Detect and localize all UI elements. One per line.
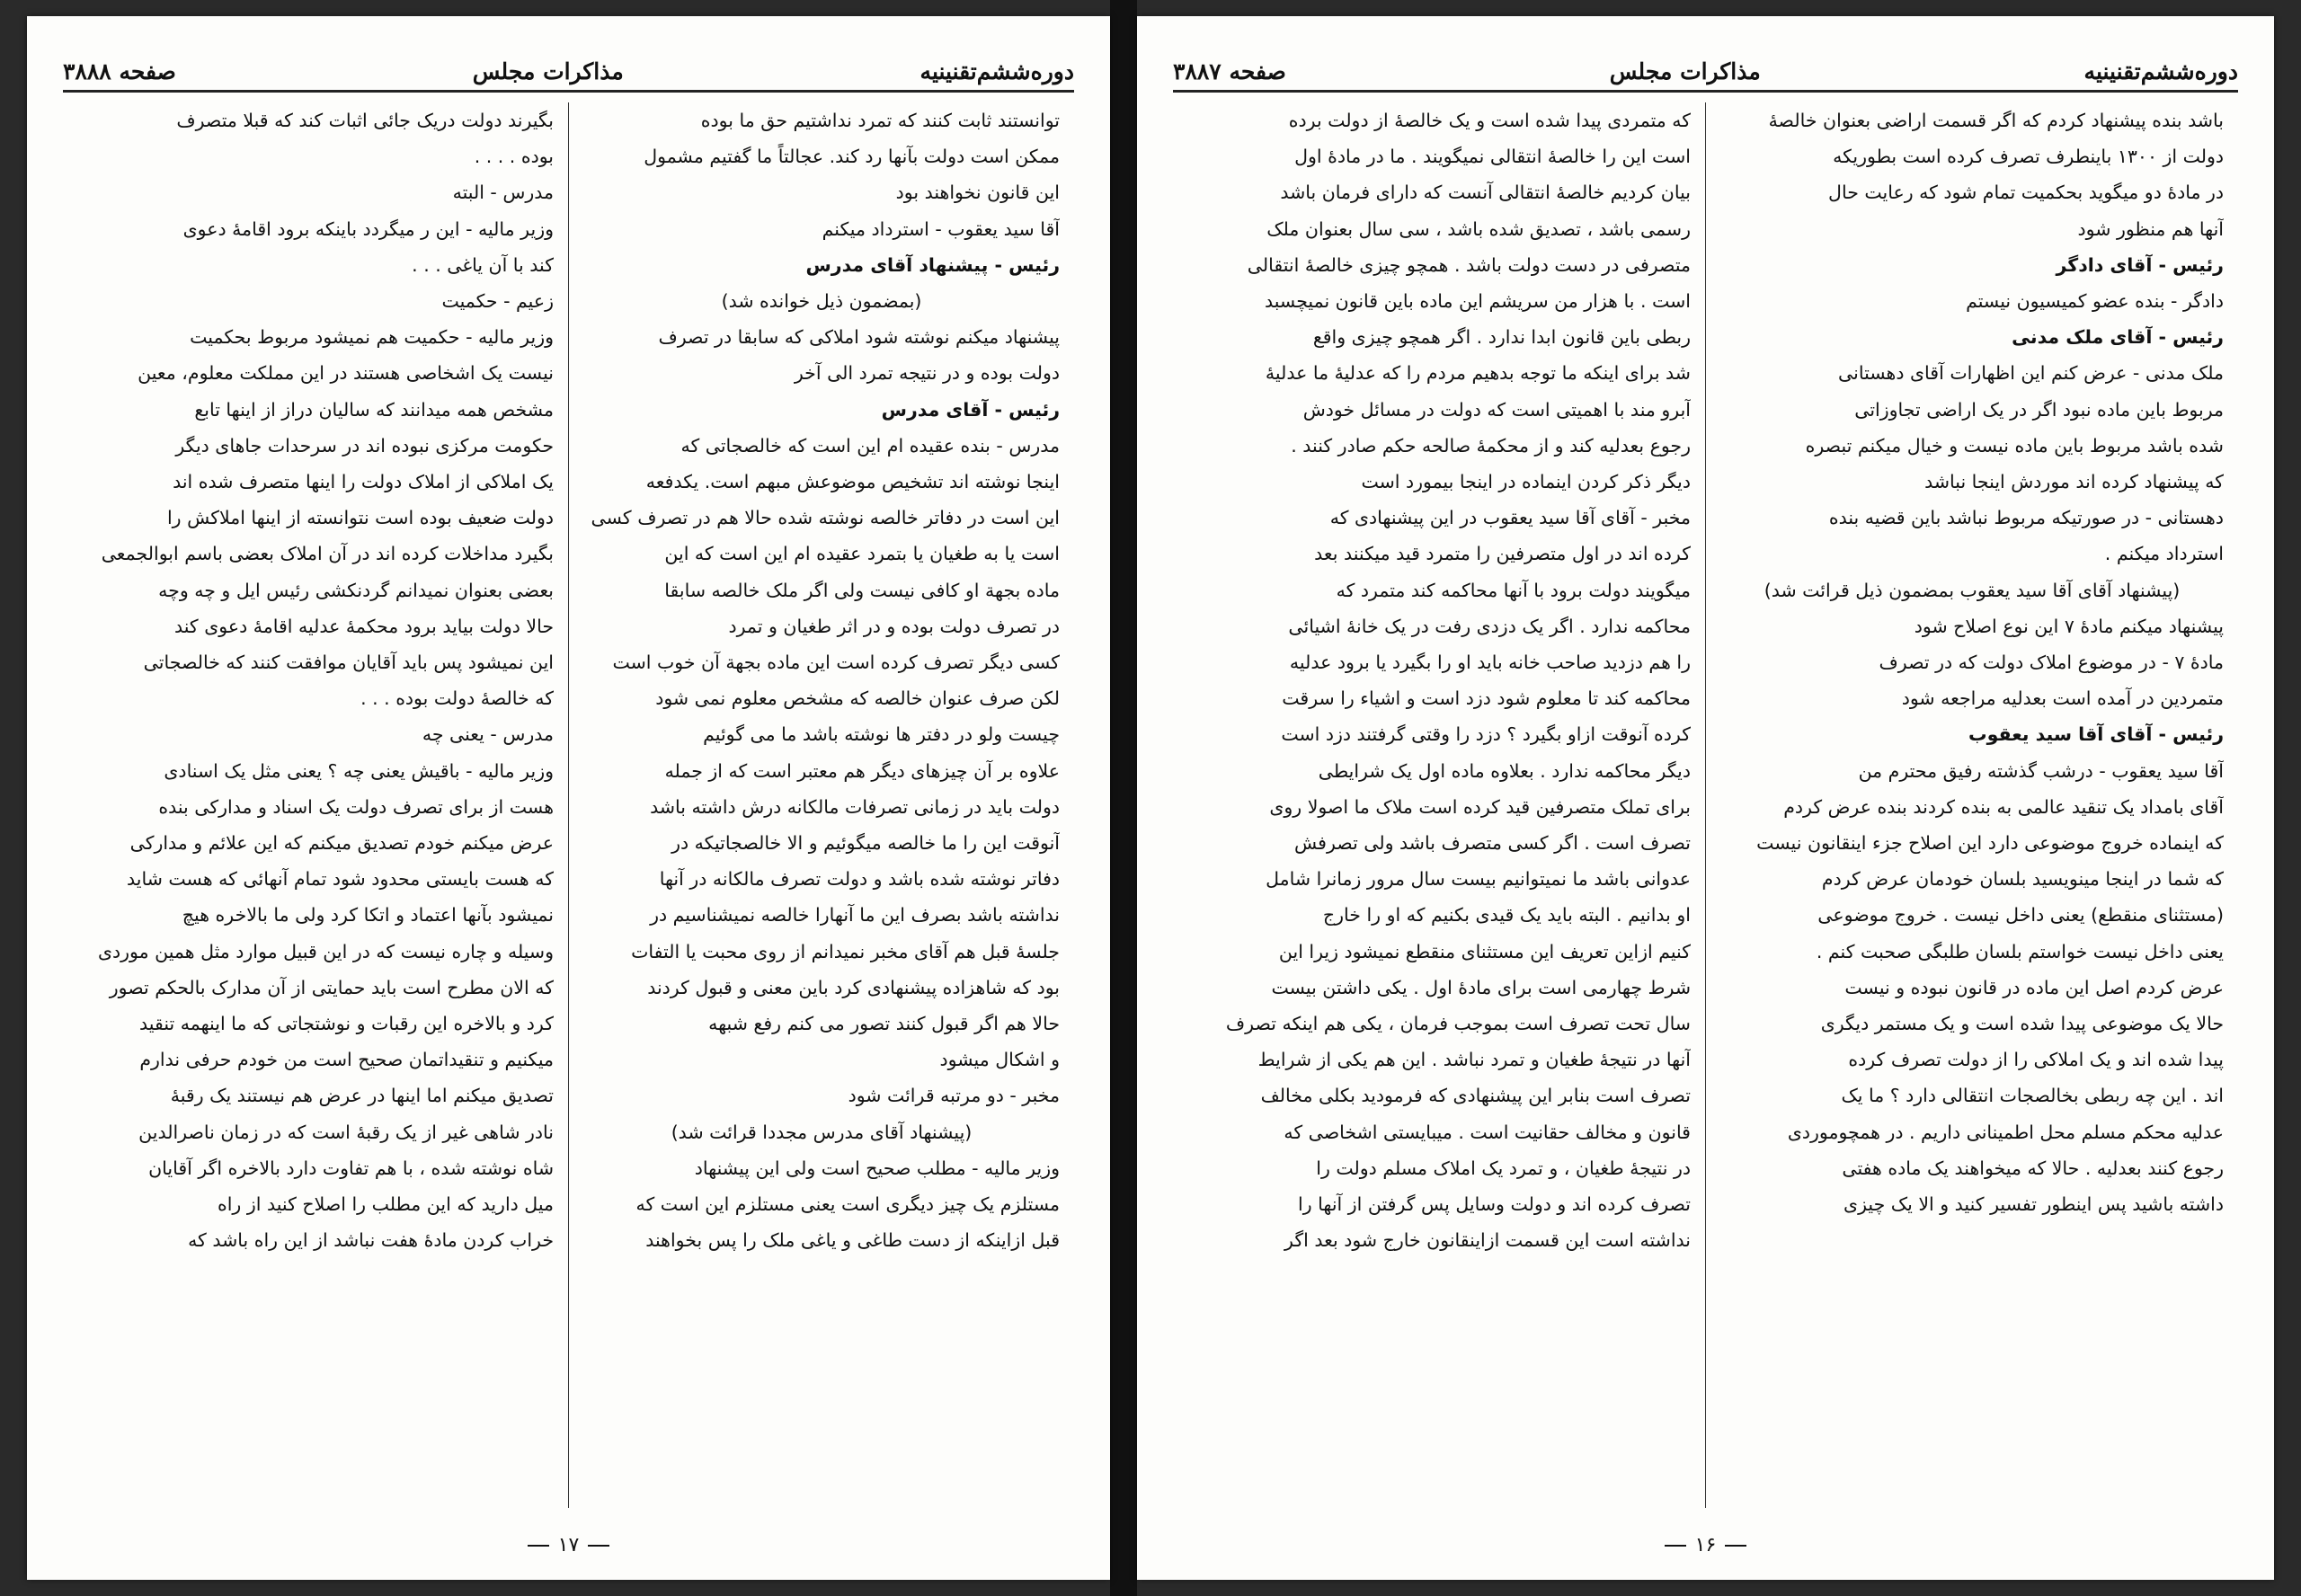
right-header-title: مذاکرات مجلس: [1609, 58, 1761, 84]
text-line: علاوه بر آن چیزهای دیگر هم معتبر است که از جمله: [664, 759, 1060, 782]
text-line: است . با هزار من سریشم این ماده باین قانون نمیچسبد: [1264, 290, 1691, 313]
right-page-header: [1173, 43, 2238, 93]
text-line: در تصرف دولت بوده و در اثر طغیان و تمرد: [728, 615, 1060, 637]
text-line: برای تملک متصرفین قید کرده است ملاک ما اصولا روی: [1269, 795, 1691, 818]
text-line: مخبر - آقای آقا سید یعقوب در این پیشنهادی که: [1329, 507, 1691, 529]
text-line: ممکن است دولت بآنها رد کند. عجالتاً ما گفتیم مشمول: [644, 146, 1060, 168]
text-line: میل دارید که این مطلب را اصلاح کنید از راه: [218, 1193, 554, 1216]
left-page-left-column: [63, 102, 568, 1508]
text-line: محاکمه ندارد . اگر یک دزدی رفت در یک خانهٔ اشیائی: [1288, 615, 1691, 637]
text-line: این نمیشود پس باید آقایان موافقت کنند که خالصجاتی: [143, 652, 554, 674]
text-line: حالا یک موضوعی پیدا شده است و یک مستمر دیگری: [1820, 1013, 2224, 1035]
left-page-right-column: [569, 102, 1074, 1508]
text-line: وزیر مالیه - حکمیت هم نمیشود مربوط بحکمیت: [190, 326, 554, 349]
text-line: میکنیم و تنقیداتمان صحیح است من خودم حرفی ندارم: [139, 1049, 554, 1071]
text-line: مدرس - یعنی چه: [422, 723, 554, 746]
text-line: نادر شاهی غیر از یک رقبهٔ است که در زمان ناصرالدین: [138, 1121, 554, 1143]
left-header-title: مذاکرات مجلس: [472, 58, 624, 84]
text-line: حالا هم اگر قبول کنند تصور می کنم رفع شبهه: [708, 1013, 1060, 1035]
text-line: آبرو مند با اهمیتی است که دولت در مسائل خودش: [1302, 398, 1691, 421]
text-line: تصرف است . اگر کسی متصرف باشد ولی تصرفش: [1294, 832, 1691, 855]
left-header-page-label: صفحه ۳۸۸۸: [63, 58, 176, 84]
text-line: است یا به طغیان یا بتمرد عقیده ام این است که این: [664, 543, 1060, 565]
text-line: ماده بجهة او کافی نیست ولی اگر ملک خالصه سابقا: [664, 579, 1060, 601]
text-line: تصرف کرده اند و دولت وسایل پس گرفتن از آنها را: [1298, 1193, 1691, 1216]
text-line: آقا سید یعقوب - درشب گذشته رفیق محترم من: [1858, 759, 2224, 782]
text-line: کرد و بالاخره این رقبات و نوشتجاتی که ما اینهمه تنقید: [139, 1013, 554, 1035]
right-page-columns: [1173, 102, 2238, 1508]
text-line: کند با آن یاغی . . .: [412, 253, 554, 276]
text-line: عرض کردم اصل این ماده در قانون نبوده و نیست: [1844, 976, 2224, 998]
text-line: بگیرند دولت دریک جائی اثبات کند که قبلا متصرف: [176, 110, 554, 131]
text-line: عرض میکنم خودم تصدیق میکنم که این علائم و مدارکی: [129, 832, 554, 855]
text-line: وزیر مالیه - این ر میگردد باینکه برود اقامهٔ دعوی: [182, 217, 554, 240]
text-line: رسمی باشد ، تصدیق شده باشد ، سی سال بعنوان ملک: [1266, 217, 1691, 240]
text-line: مادهٔ ۷ - در موضوع املاک دولت که در تصرف: [1879, 652, 2224, 674]
text-line: باشد بنده پیشنهاد کردم که اگر قسمت اراضی بعنوان خالصهٔ: [1768, 110, 2224, 131]
text-line: آنها در نتیجهٔ طغیان و تمرد نباشد . این هم یکی از شرایط: [1257, 1049, 1691, 1071]
text-line: که پیشنهاد کرده اند موردش اینجا نباشد: [1924, 471, 2224, 493]
text-line: (مستثنای منقطع) یعنی داخل نیست . خروج موضوعی: [1817, 904, 2224, 927]
text-line: نداشته است این قسمت ازاینقانون خارج شود بعد اگر: [1284, 1229, 1691, 1252]
text-line: هست از برای تصرف دولت یک اسناد و مدارکی بنده: [158, 795, 554, 818]
text-line: وزیر مالیه - باقیش یعنی چه ؟ یعنی مثل یک اسنادی: [164, 759, 554, 782]
text-line: عدوانی باشد ما نمیتوانیم بیست سال مرور زمانرا شامل: [1266, 868, 1691, 891]
text-line: است این را خالصهٔ انتقالی نمیگویند . ما در مادهٔ اول: [1294, 146, 1691, 168]
text-line: که خالصهٔ دولت بوده . . .: [360, 687, 554, 710]
text-line: مستلزم یک چیز دیگری است یعنی مستلزم این است که: [635, 1193, 1060, 1216]
text-line: آقا سید یعقوب - استرداد میکنم: [822, 217, 1060, 240]
text-line: اند . این چه ربطی بخالصجات انتقالی دارد ؟ ما یک: [1841, 1085, 2224, 1107]
text-line: محاکمه کند تا معلوم شود دزد است و اشیاء را سرقت: [1282, 687, 1691, 710]
text-line: که هست بایستی محدود شود تمام آنهائی که هست شاید: [127, 868, 554, 891]
text-line: دفاتر نوشته شده باشد و دولت تصرف مالکانه در آنها: [659, 868, 1060, 891]
text-line: رجوع بعدلیه کند و از محکمهٔ صالحه حکم صادر کنند .: [1291, 434, 1691, 457]
text-line: یک املاکی از املاک دولت را اینها متصرف شده اند: [173, 471, 554, 493]
text-line: مدرس - البته: [452, 182, 554, 204]
text-line: متصرفی در دست دولت باشد . همچو چیزی خالصهٔ انتقالی: [1247, 253, 1691, 276]
text-line: دیگر محاکمه ندارد . بعلاوه ماده اول یک شرایطی: [1318, 759, 1691, 782]
text-line: کسی دیگر تصرف کرده است این ماده بجهة آن خوب است: [612, 652, 1060, 674]
text-line: اینجا نوشته اند تشخیص موضوعش مبهم است. یکدفعه: [645, 471, 1060, 493]
text-line: شرط چهارمی است برای مادهٔ اول . یکی داشتن بیست: [1271, 976, 1691, 998]
text-line: دولت باید در زمانی تصرفات مالکانه درش داشته باشد: [650, 795, 1060, 818]
text-line: جلسهٔ قبل هم آقای مخبر نمیدانم از روی محبت یا التفات: [631, 940, 1060, 962]
text-line: که اینماده خروج موضوعی دارد این اصلاح جزء اینقانون نیست: [1756, 832, 2224, 855]
left-header-session: دوره‌ششم‌تقنینیه: [920, 58, 1074, 84]
text-line: نمیشود بآنها اعتماد و اتکا کرد ولی ما بالاخره هیچ: [182, 904, 554, 927]
text-line: متمردین در آمده است بعدلیه مراجعه شود: [1901, 687, 2224, 710]
text-line: که متمردی پیدا شده است و یک خالصهٔ از دولت برده: [1288, 110, 1691, 131]
text-line: تصدیق میکنم اما اینها در عرض هم نیستند یک رقبهٔ: [170, 1085, 554, 1107]
text-line: قانون و مخالف حقانیت است . میبایستی اشخاصی که: [1284, 1121, 1691, 1143]
text-line: رجوع کنند بعدلیه . حالا که میخواهند یک ماده هفتی: [1842, 1157, 2224, 1179]
text-line: رئیس - آقای مدرس: [881, 398, 1060, 421]
text-line: مخبر - دو مرتبه قرائت شود: [848, 1085, 1060, 1107]
text-line: مربوط باین ماده نبود اگر در یک اراضی تجاوزاتی: [1854, 398, 2224, 421]
text-line: که الان مطرح است باید حمایتی از آن مدارک بالحکم تصور: [109, 976, 554, 998]
text-line: کرده اند در اول متصرفین را متمرد قید میکنند بعد: [1314, 543, 1691, 565]
text-line: استرداد میکنم .: [2104, 543, 2224, 565]
text-line: یعنی داخل نیست خواستم بلسان طلبگی صحبت کنم .: [1816, 940, 2224, 962]
text-line: دهستانی - در صورتیکه مربوط نباشد باین قضیه بنده: [1828, 507, 2224, 529]
text-line: پیشنهاد میکنم نوشته شود املاکی که سابقا در تصرف: [658, 326, 1060, 349]
left-page-header: [63, 43, 1074, 93]
text-line: در نتیجهٔ طغیان ، و تمرد یک املاک مسلم دولت را: [1316, 1157, 1691, 1179]
text-line: نیست یک اشخاصی هستند در این مملکت معلوم، معین: [138, 362, 554, 385]
text-line: چیست ولو در دفتر ها نوشته باشد ما می گوئیم: [703, 723, 1060, 746]
text-line: (پیشنهاد آقای آقا سید یعقوب بمضمون ذیل قرائت شد): [1764, 579, 2181, 601]
text-line: کنیم ازاین تعریف این مستثنای منقطع نمیشود زیرا این: [1278, 940, 1691, 962]
text-line: شده باشد مربوط باین ماده نیست و خیال میکنم تبصره: [1805, 434, 2224, 457]
text-line: این است در دفاتر خالصه نوشته شده حالا هم در تصرف کسی: [591, 507, 1060, 529]
right-header-page-label: صفحه ۳۸۸۷: [1173, 58, 1286, 84]
text-line: پیدا شده اند و یک املاکی را از دولت تصرف کرده: [1848, 1049, 2224, 1071]
text-line: دولت بوده و در نتیجه تمرد الی آخر: [794, 362, 1060, 385]
text-line: توانستند ثابت کنند که تمرد نداشتیم حق ما بوده: [700, 110, 1060, 131]
text-line: بوده . . . .: [474, 146, 554, 168]
text-line: دولت ضعیف بوده است نتوانسته از اینها املاکش را: [166, 507, 554, 529]
text-line: را هم دزدید صاحب خانه باید او را بگیرد یا برود عدلیه: [1289, 652, 1691, 674]
text-line: زعیم - حکمیت: [441, 290, 554, 313]
text-line: سال تحت تصرف است بموجب فرمان ، یکی هم اینکه تصرف: [1225, 1013, 1691, 1035]
text-line: وزیر مالیه - مطلب صحیح است ولی این پیشنهاد: [694, 1157, 1060, 1179]
text-line: این قانون نخواهند بود: [895, 182, 1060, 204]
text-line: نداشته باشد بصرف این ما آنهارا خالصه نمیشناسیم در: [650, 904, 1060, 927]
text-line: ربطی باین قانون ابدا ندارد . اگر همچو چیزی واقع: [1312, 326, 1691, 349]
text-line: او بدانیم . البته باید یک قیدی بکنیم که او را خارج: [1322, 904, 1691, 927]
book-gutter: [1110, 0, 1137, 1596]
text-line: دیگر ذکر کردن اینماده در اینجا بیمورد است: [1361, 471, 1691, 493]
text-line: که شما در اینجا مینویسید بلسان خودمان عرض کردم: [1821, 868, 2224, 891]
left-page-columns: [63, 102, 1074, 1508]
text-line: بود که شاهزاده پیشنهادی کرد باین معنی و قبول کردند: [647, 976, 1060, 998]
text-line: شاه نوشته شده ، با هم تفاوت دارد بالاخره اگر آقایان: [148, 1157, 554, 1179]
text-line: داشته باشید پس اینطور تفسیر کنید و الا یک چیزی: [1843, 1193, 2224, 1216]
text-line: بعضی بعنوان نمیدانم گردنکشی رئیس ایل و چه وچه: [158, 579, 554, 601]
text-line: شد برای اینکه ما توجه بدهیم مردم را که عدلیهٔ ما عدلیهٔ: [1265, 362, 1691, 385]
text-line: مدرس - بنده عقیده ام این است که خالصجاتی که: [680, 434, 1060, 457]
text-line: دولت از ۱۳۰۰ باینطرف تصرف کرده است بطوریکه: [1833, 146, 2224, 168]
text-line: (پیشنهاد آقای مدرس مجددا قرائت شد): [671, 1121, 973, 1143]
left-page-number: ۱۷: [27, 1534, 1110, 1556]
text-line: کرده آنوقت ازاو بگیرد ؟ دزد را وقتی گرفتند دزد است: [1281, 723, 1691, 746]
text-line: حالا دولت بیاید برود محکمهٔ عدلیه اقامهٔ دعوی کند: [173, 615, 554, 637]
right-page: [1137, 16, 2274, 1580]
text-line: رئیس - آقای دادگر: [2056, 253, 2224, 276]
text-line: مشخص همه میدانند که سالیان دراز از اینها تابع: [194, 398, 554, 421]
text-line: رئیس - آقای ملک مدنی: [2012, 326, 2224, 349]
text-line: ملک مدنی - عرض کنم این اظهارات آقای دهستانی: [1838, 362, 2224, 385]
text-line: رئیس - پیشنهاد آقای مدرس: [805, 253, 1060, 276]
right-page-left-column: [1173, 102, 1705, 1508]
text-line: بگیرد مداخلات کرده اند در آن املاک بعضی باسم ابوالجمعی: [101, 543, 554, 565]
text-line: خراب کردن مادهٔ هفت نباشد از این راه باشد که: [188, 1229, 554, 1252]
text-line: آنها هم منظور شود: [2077, 217, 2224, 240]
text-line: وسیله و چاره نیست که در این قبیل موارد مثل همین موردی: [97, 940, 554, 962]
text-line: در مادهٔ دو میگوید بحکمیت تمام شود که رعایت حال: [1828, 182, 2224, 204]
text-line: لکن صرف عنوان خالصه که مشخص معلوم نمی شود: [655, 687, 1060, 710]
text-line: حکومت مرکزی نبوده اند در سرحدات جاهای دیگر: [175, 434, 554, 457]
text-line: (بمضمون ذیل خوانده شد): [721, 290, 922, 313]
text-line: آقای بامداد یک تنقید عالمی به بنده کردند بنده عرض کردم: [1783, 795, 2224, 818]
text-line: تصرف است بنابر این پیشنهادی که فرمودید بکلی مخالف: [1260, 1085, 1691, 1107]
text-line: بیان کردیم خالصهٔ انتقالی آنست که دارای فرمان باشد: [1280, 182, 1691, 204]
right-page-number: ۱۶: [1137, 1534, 2274, 1556]
right-header-session: دوره‌ششم‌تقنینیه: [2083, 58, 2238, 84]
text-line: دادگر - بنده عضو کمیسیون نیستم: [1966, 290, 2224, 313]
left-page: [27, 16, 1110, 1580]
text-line: آنوقت این را ما خالصه میگوئیم و الا خالصجاتیکه در: [671, 832, 1060, 855]
text-line: قبل ازاینکه از دست طاغی و یاغی ملک را پس بخواهند: [645, 1229, 1060, 1252]
text-line: میگویند دولت برود با آنها محاکمه کند متمرد که: [1336, 579, 1691, 601]
text-line: پیشنهاد میکنم مادهٔ ۷ این نوع اصلاح شود: [1914, 615, 2224, 637]
text-line: رئیس - آقای آقا سید یعقوب: [1968, 723, 2224, 746]
right-page-right-column: [1706, 102, 2238, 1508]
text-line: و اشکال میشود: [939, 1049, 1060, 1071]
text-line: عدلیه محکم مسلم محل اطمینانی داریم . در همچوموردی: [1787, 1121, 2224, 1143]
